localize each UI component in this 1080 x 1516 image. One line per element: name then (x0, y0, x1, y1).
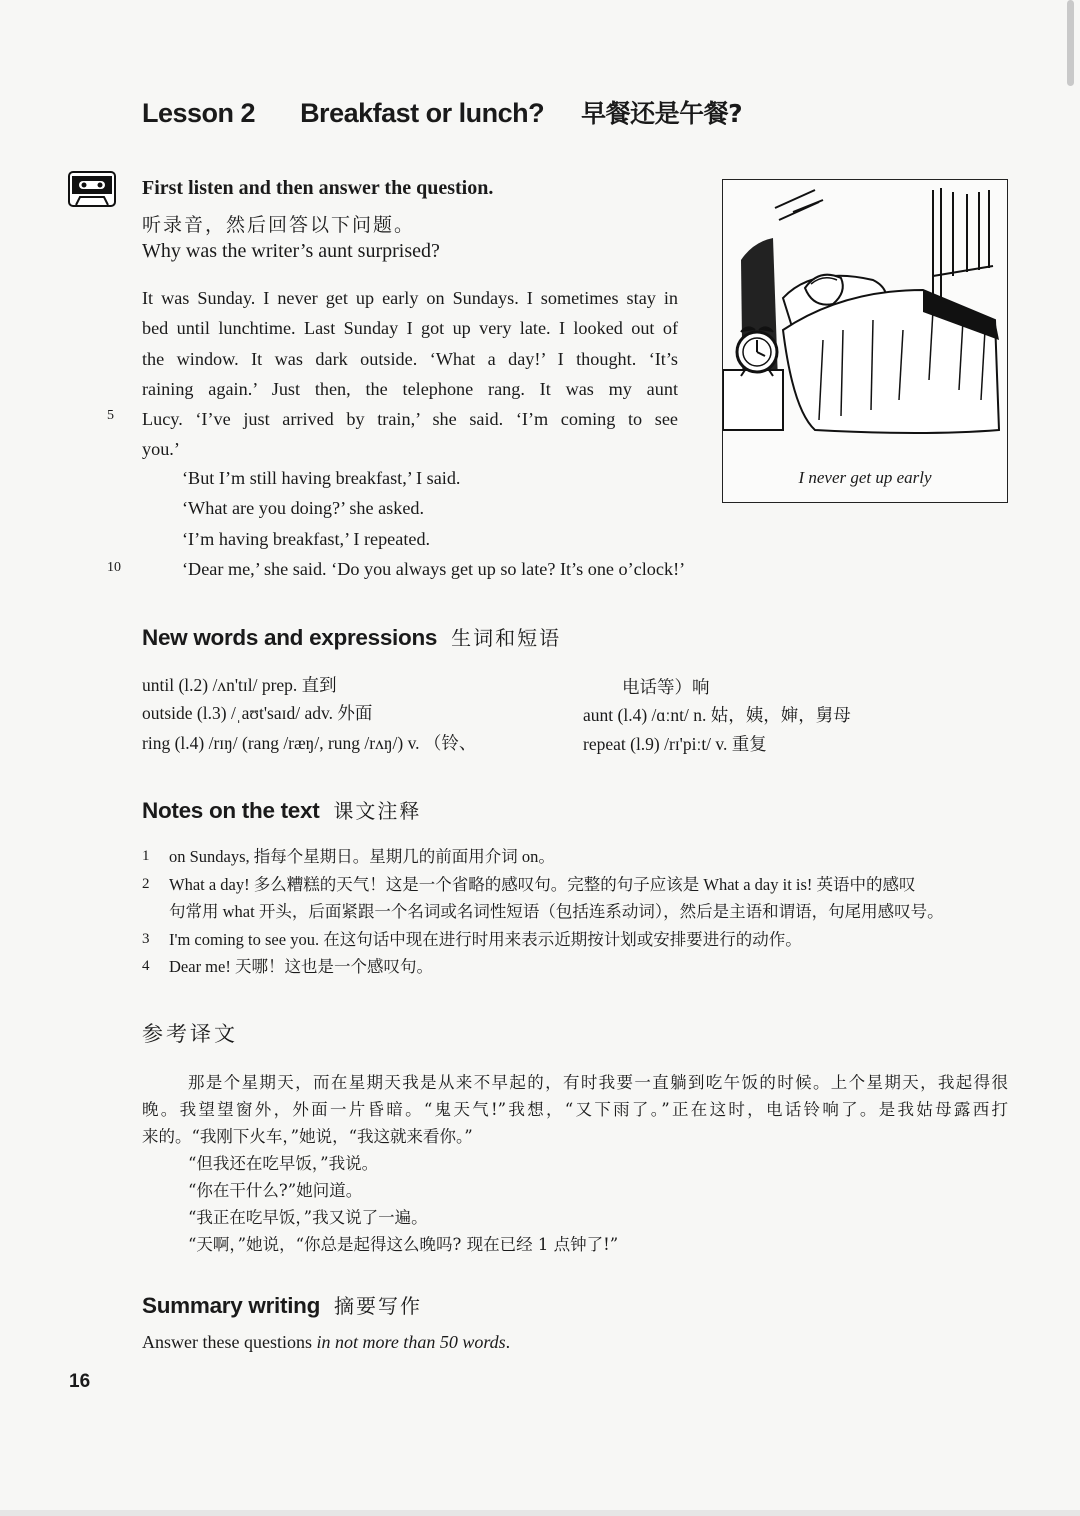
new-words-heading-chinese: 生词和短语 (451, 626, 562, 650)
note-item (142, 871, 1012, 926)
note-text: I'm coming to see you. 在这句话中现在进行时用来表示近期按计划或安排要进行的动作。 (169, 929, 802, 949)
dialogue-line: ‘Dear me,’ she said. ‘Do you always get up so late? It’s one o’clock!’ (182, 558, 686, 579)
summary-word-limit: in not more than 50 words (316, 1332, 506, 1352)
translation-line: “我正在吃早饭，”我又说了一遍。 (188, 1208, 428, 1227)
passage-line: the window. It was dark outside. ‘What a day!’ I thought. ‘It’s (142, 348, 678, 369)
page-number: 16 (69, 1371, 91, 1392)
listening-instruction: First listen and then answer the question. (142, 177, 494, 199)
cassette-tape-icon (68, 171, 116, 207)
new-words-heading-english: New words and expressions (142, 625, 438, 650)
vocab-entry: 电话等）响 (622, 677, 710, 697)
note-number: 1 (142, 848, 150, 864)
vocab-entry: until (l.2) /ʌn'tɪl/ prep. 直到 (142, 675, 337, 695)
new-words-heading (142, 622, 561, 651)
summary-instruction-prefix: Answer these questions (142, 1332, 317, 1352)
translation-heading: 参考译文 (142, 1022, 238, 1046)
note-text: What a day! 多么糟糕的天气！这是一个省略的感叹句。完整的句子应该是 What a day it is! 英语中的感叹 (169, 874, 916, 894)
lesson-number: Lesson 2 (142, 98, 256, 128)
listening-instruction-chinese: 听录音，然后回答以下问题。 (142, 214, 416, 236)
vocab-entry: outside (l.3) /ˌaʊt'saɪd/ adv. 外面 (142, 703, 373, 723)
dialogue-line: ‘I’m having breakfast,’ I repeated. (182, 528, 431, 549)
lesson-illustration (722, 179, 1008, 503)
note-number: 3 (142, 930, 150, 947)
line-number: 10 (107, 560, 121, 575)
lesson-title-english: Breakfast or lunch? (300, 98, 545, 128)
vocab-entry: ring (l.4) /rɪŋ/ (rang /ræŋ/, rung /rʌŋ/) v. （铃、 (142, 733, 477, 753)
translation-line: 来的。“我刚下火车，”她说，“我这就来看你。” (142, 1127, 473, 1146)
summary-heading-english: Summary writing (142, 1293, 321, 1318)
note-text: on Sundays, 指每个星期日。星期几的前面用介词 on。 (169, 847, 555, 866)
dialogue-line: ‘What are you doing?’ she asked. (182, 498, 425, 519)
dialogue-line: ‘But I’m still having breakfast,’ I said. (182, 468, 461, 488)
notes-heading (142, 795, 421, 824)
notes-list (142, 843, 1012, 981)
note-item (142, 953, 1012, 981)
summary-heading (142, 1290, 422, 1319)
page-bottom-edge (0, 1510, 1080, 1516)
illustration-caption: I never get up early (798, 468, 932, 487)
translation-line: “但我还在吃早饭，”我说。 (188, 1154, 379, 1173)
summary-instruction-suffix: . (505, 1332, 511, 1352)
line-number: 5 (107, 408, 114, 423)
passage-line: Lucy. ‘I’ve just arrived by train,’ she said. ‘I’m coming to see (142, 409, 678, 430)
comprehension-question: Why was the writer’s aunt surprised? (142, 240, 440, 262)
translation-text (142, 1069, 1008, 1258)
passage-line: It was Sunday. I never get up early on Sundays. I sometimes stay in (142, 288, 678, 308)
translation-line: “天啊，”她说，“你总是起得这么晚吗? 现在已经 1 点钟了!” (188, 1235, 619, 1254)
notes-heading-english: Notes on the text (142, 798, 320, 823)
note-item (142, 843, 1012, 871)
summary-instruction (142, 1332, 510, 1353)
lesson-title (142, 94, 742, 130)
translation-line: 晚。我望望窗外，外面一片昏暗。“鬼天气!”我想，“又下雨了。”正在这时，电话铃响了。是我姑母露西打 (142, 1100, 1008, 1119)
passage-line: you.’ (142, 439, 180, 460)
vocab-entry: aunt (l.4) /ɑːnt/ n. 姑，姨，婶，舅母 (583, 705, 851, 725)
note-text: Dear me! 天哪！这也是一个感叹句。 (169, 957, 433, 976)
scrollbar[interactable] (1067, 0, 1074, 86)
passage-line: raining again.’ Just then, the telephone rang. It was my aunt (142, 378, 678, 399)
passage-dialogue (182, 463, 685, 584)
translation-line: “你在干什么?”她问道。 (188, 1181, 363, 1200)
lesson-passage (142, 283, 678, 465)
note-number: 4 (142, 958, 150, 974)
translation-line: 那是个星期天，而在星期天我是从来不早起的，有时我要一直躺到吃午饭的时候。上个星期天，我起得很 (188, 1073, 1008, 1092)
notes-heading-chinese: 课文注释 (333, 799, 422, 823)
lesson-title-chinese: 早餐还是午餐? (581, 99, 743, 128)
vocab-entry: repeat (l.9) /rɪ'piːt/ v. 重复 (583, 734, 767, 754)
bed-illustration (723, 180, 1007, 460)
note-item (142, 926, 1012, 954)
passage-line: bed until lunchtime. Last Sunday I got up very late. I looked out of (142, 318, 678, 339)
note-text: 句常用 what 开头，后面紧跟一个名词或名词性短语（包括连系动词），然后是主语和谓语，句尾用感叹号。 (169, 902, 944, 921)
note-number: 2 (142, 875, 150, 892)
summary-heading-chinese: 摘要写作 (334, 1294, 423, 1318)
